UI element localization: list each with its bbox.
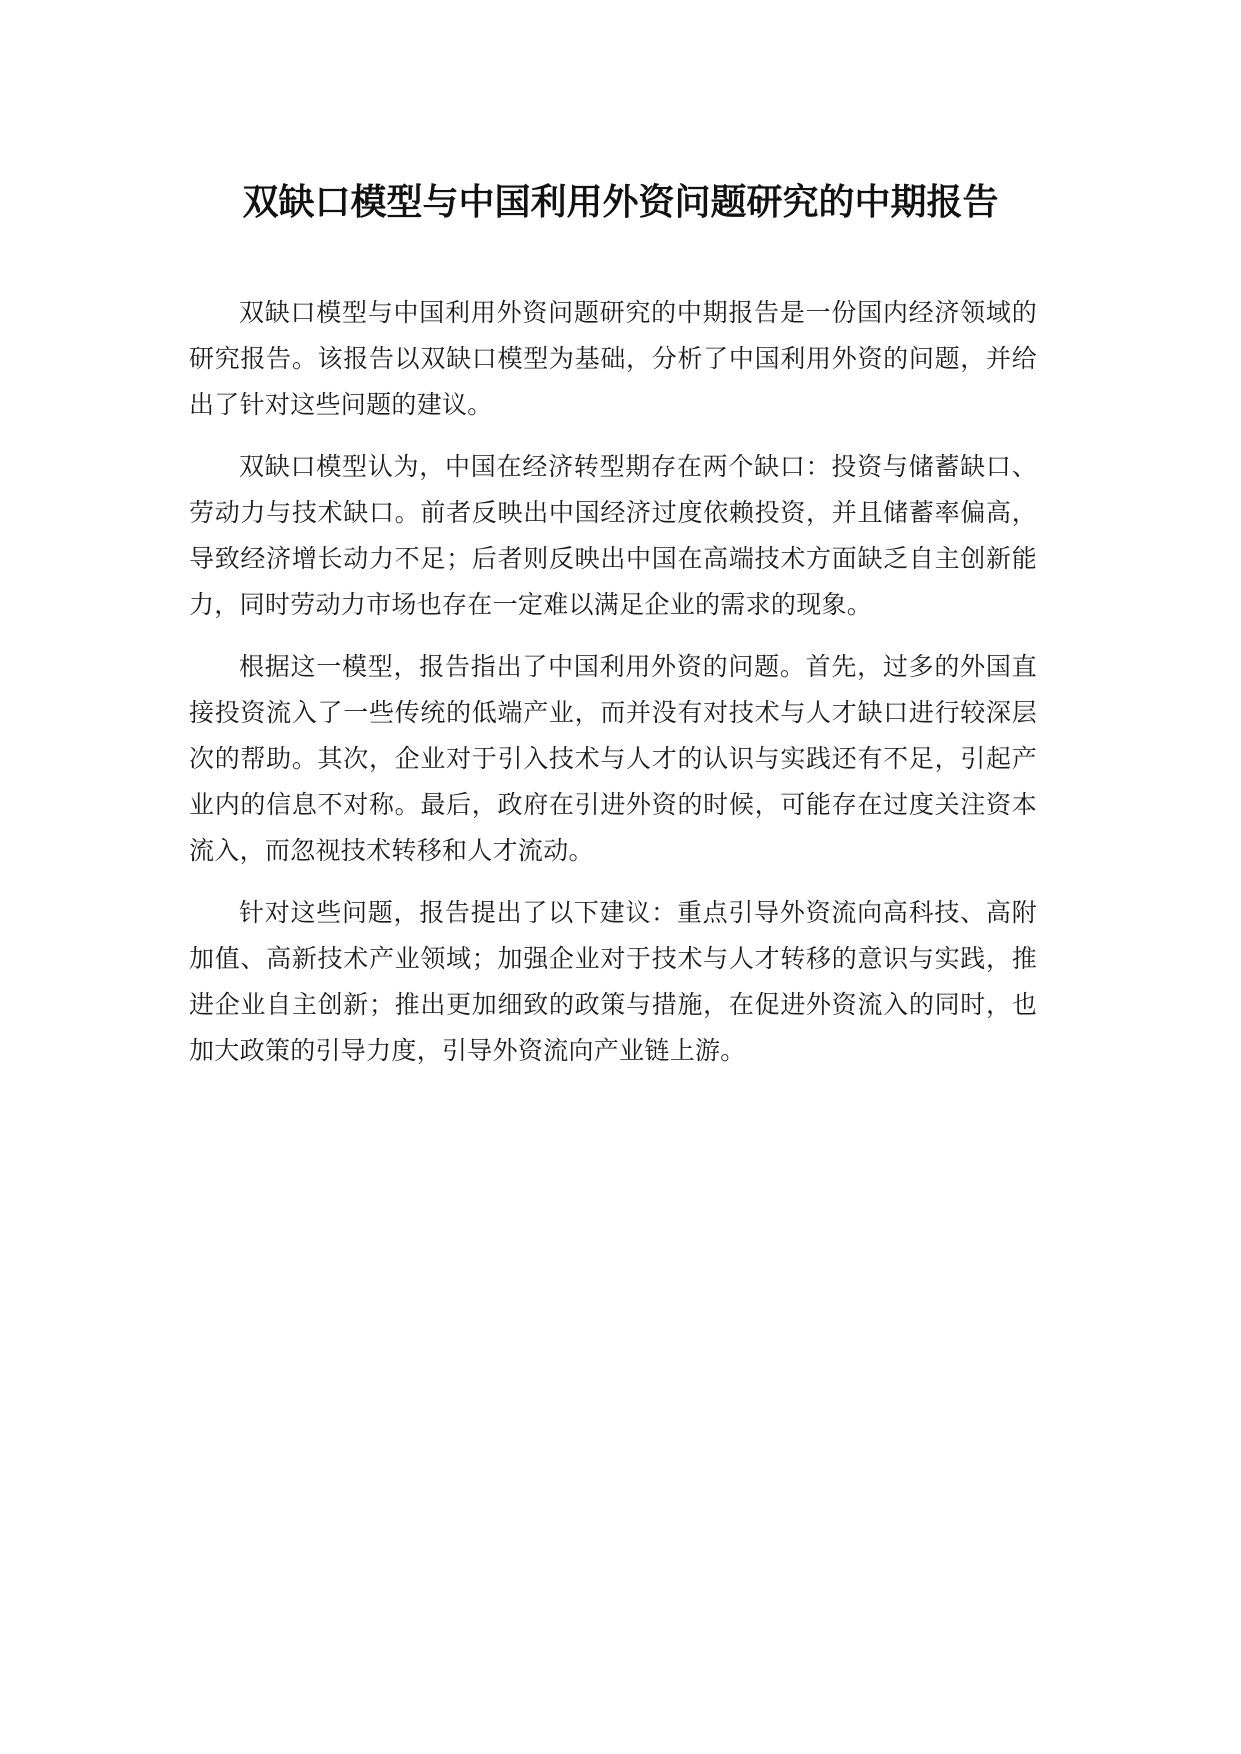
paragraph-problems: 根据这一模型，报告指出了中国利用外资的问题。首先，过多的外国直接投资流入了一些传统的低端产业，而并没有对技术与人才缺口进行较深层次的帮助。其次，企业对于引入技术与人才的认识与实践还有不足，引起产业内的信息不对称。最后，政府在引进外资的时候，可能存在过度关注资本流入，而忽视技术转移和人才流动。 [189, 652, 1037, 865]
paragraph-model: 双缺口模型认为，中国在经济转型期存在两个缺口：投资与储蓄缺口、劳动力与技术缺口。前者反映出中国经济过度依赖投资，并且储蓄率偏高，导致经济增长动力不足；后者则反映出中国在高端技术方面缺乏自主创新能力，同时劳动力市场也存在一定难以满足企业的需求的现象。 [189, 452, 1037, 619]
paragraph-intro: 双缺口模型与中国利用外资问题研究的中期报告是一份国内经济领域的研究报告。该报告以双缺口模型为基础，分析了中国利用外资的问题，并给出了针对这些问题的建议。 [189, 298, 1037, 419]
document-title: 双缺口模型与中国利用外资问题研究的中期报告 [242, 182, 999, 223]
paragraph-suggestions: 针对这些问题，报告提出了以下建议：重点引导外资流向高科技、高附加值、高新技术产业领域；加强企业对于技术与人才转移的意识与实践，推进企业自主创新；推出更加细致的政策与措施，在促进外资流入的同时，也加大政策的引导力度，引导外资流向产业链上游。 [189, 898, 1037, 1065]
document-body [189, 290, 1037, 1090]
